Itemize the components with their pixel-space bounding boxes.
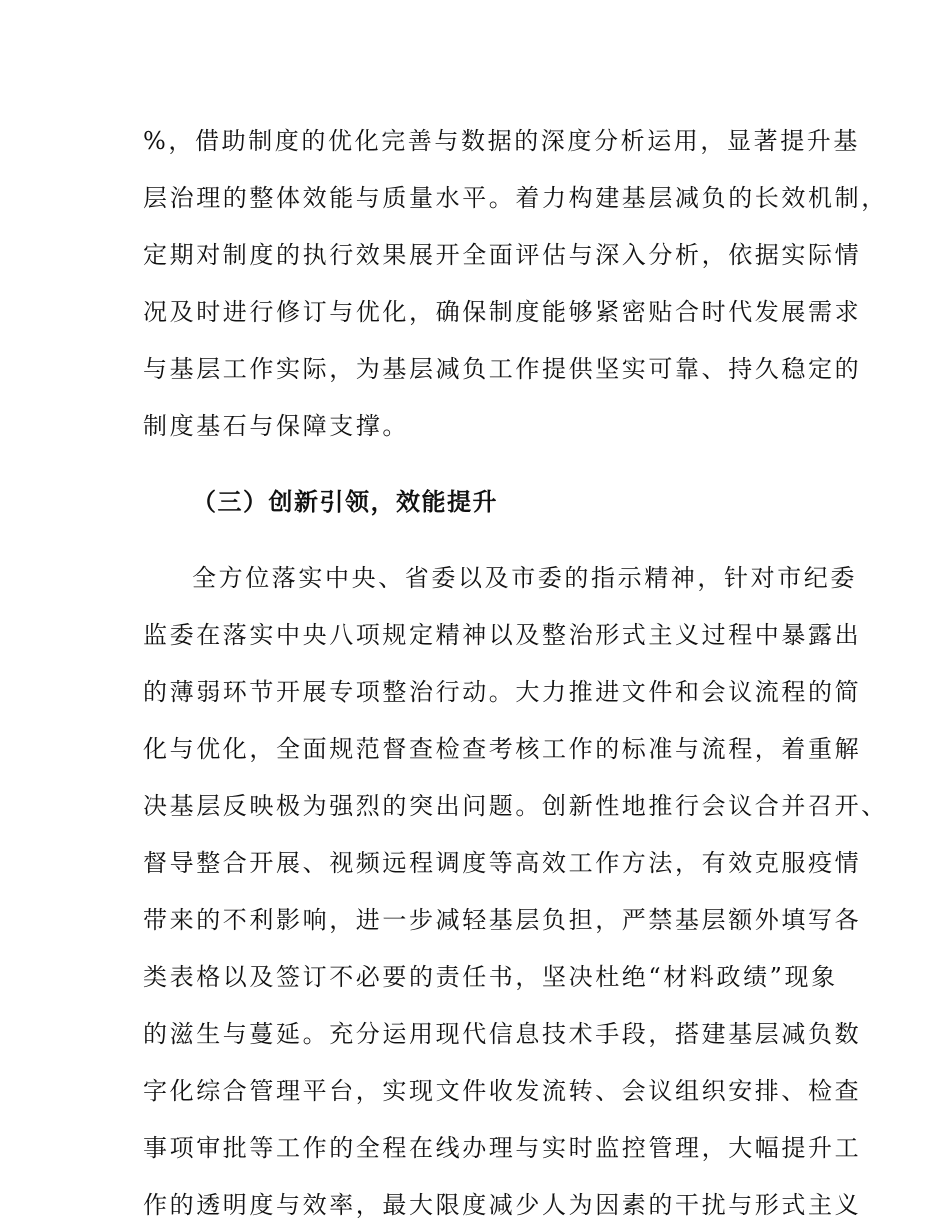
paragraph-2-line-7: 带来的不利影响，进一步减轻基层负担，严禁基层额外填写各 bbox=[143, 906, 862, 934]
paragraph-2-line-4: 化与优化，全面规范督查检查考核工作的标准与流程，着重解 bbox=[143, 735, 862, 763]
paragraph-1-line-6: 制度基石与保障支撑。 bbox=[143, 412, 409, 440]
paragraph-1-line-1: %，借助制度的优化完善与数据的深度分析运用，显著提升基 bbox=[143, 127, 861, 155]
section-heading: （三）创新引领，效能提升 bbox=[192, 488, 498, 516]
paragraph-1-line-5: 与基层工作实际，为基层减负工作提供坚实可靠、持久稳定的 bbox=[143, 355, 862, 383]
paragraph-2-line-6: 督导整合开展、视频远程调度等高效工作方法，有效克服疫情 bbox=[143, 849, 862, 877]
paragraph-2-line-8: 类表格以及签订不必要的责任书，坚决杜绝“材料政绩”现象 bbox=[143, 963, 838, 991]
paragraph-1-line-4: 况及时进行修订与优化，确保制度能够紧密贴合时代发展需求 bbox=[143, 298, 862, 326]
paragraph-2-line-1: 全方位落实中央、省委以及市委的指示精神，针对市纪委 bbox=[192, 564, 857, 592]
paragraph-2-line-9: 的滋生与蔓延。充分运用现代信息技术手段，搭建基层减负数 bbox=[143, 1020, 862, 1048]
paragraph-2-line-12: 作的透明度与效率，最大限度减少人为因素的干扰与形式主义 bbox=[143, 1191, 862, 1219]
paragraph-2-line-5: 决基层反映极为强烈的突出问题。创新性地推行会议合并召开、 bbox=[143, 792, 888, 820]
paragraph-2-line-3: 的薄弱环节开展专项整治行动。大力推进文件和会议流程的简 bbox=[143, 678, 862, 706]
paragraph-1-line-3: 定期对制度的执行效果展开全面评估与深入分析，依据实际情 bbox=[143, 241, 862, 269]
paragraph-2-line-10: 字化综合管理平台，实现文件收发流转、会议组织安排、检查 bbox=[143, 1077, 862, 1105]
paragraph-2-line-2: 监委在落实中央八项规定精神以及整治形式主义过程中暴露出 bbox=[143, 621, 862, 649]
paragraph-1-line-2: 层治理的整体效能与质量水平。着力构建基层减负的长效机制， bbox=[143, 184, 888, 212]
paragraph-2-line-11: 事项审批等工作的全程在线办理与实时监控管理，大幅提升工 bbox=[143, 1134, 862, 1162]
